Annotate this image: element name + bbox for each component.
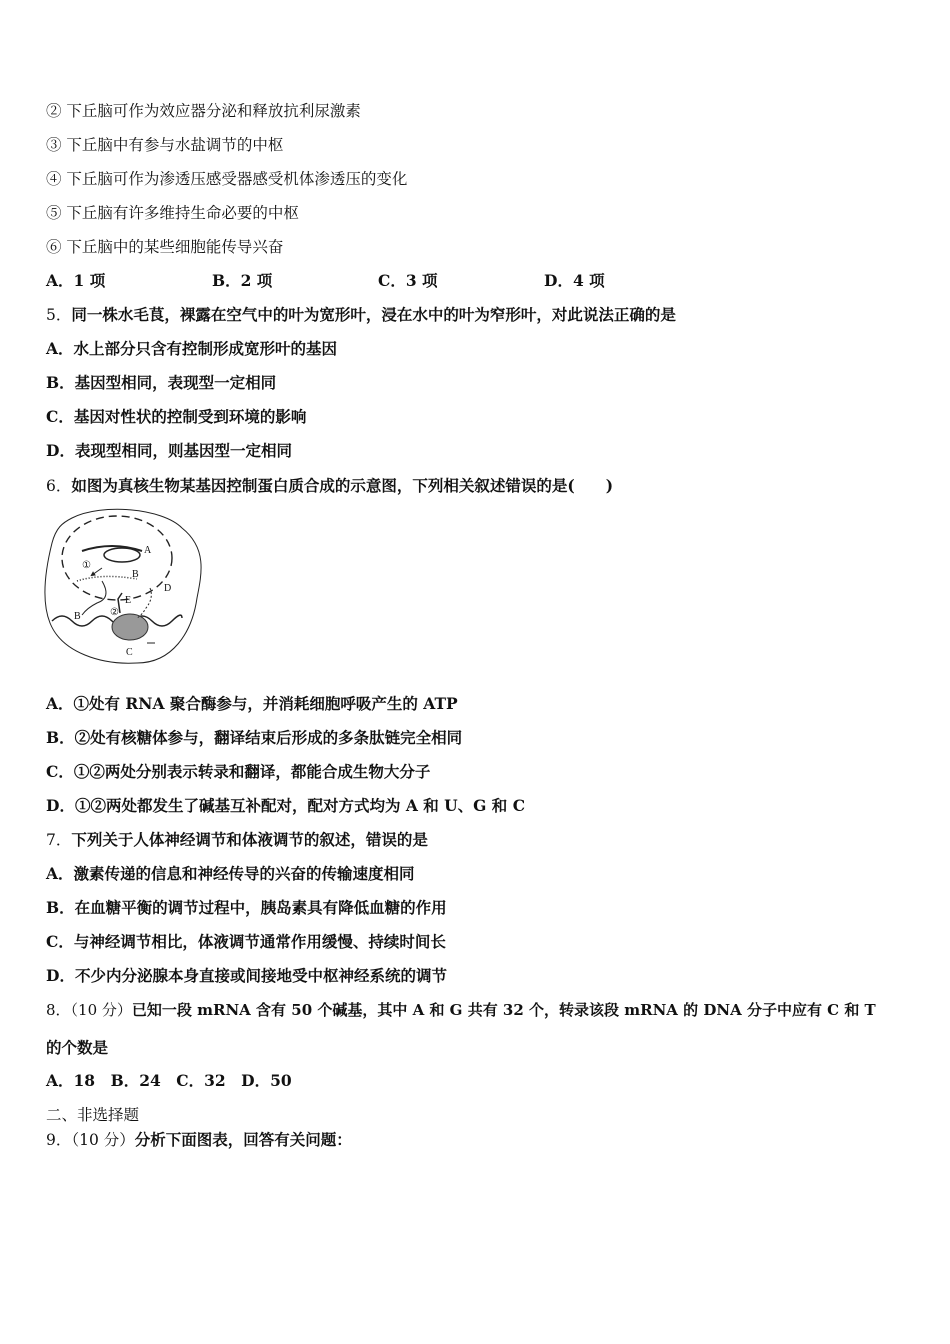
q8-options: A．18 B．24 C．32 D．50 (46, 1071, 292, 1090)
q4-item: ⑤ 下丘脑有许多维持生命必要的中枢 (46, 204, 299, 222)
option: B．基因型相同，表现型一定相同 (46, 373, 277, 392)
option: C．①②两处分别表示转录和翻译，都能合成生物大分子 (46, 762, 431, 781)
option: D．不少内分泌腺本身直接或间接地受中枢神经系统的调节 (46, 966, 447, 985)
option: A．①处有 RNA 聚合酶参与，并消耗细胞呼吸产生的 ATP (46, 694, 458, 713)
dna-bubble (104, 548, 140, 562)
question-number: 8． (46, 1001, 71, 1019)
option: B．在血糖平衡的调节过程中，胰岛素具有降低血糖的作用 (46, 898, 447, 917)
question-number: 5． (46, 306, 72, 324)
q4-item: ② 下丘脑可作为效应器分泌和释放抗利尿激素 (46, 102, 361, 120)
q7-stem (46, 830, 428, 850)
question-text: 同一株水毛茛，裸露在空气中的叶为宽形叶，浸在水中的叶为窄形叶，对此说法正确的是 (71, 305, 676, 324)
question-number: 7． (46, 831, 72, 849)
q6-stem (46, 476, 613, 496)
option: A．1 项 (46, 271, 106, 290)
option: C．3 项 (378, 271, 438, 290)
question-text: 下列关于人体神经调节和体液调节的叙述，错误的是 (71, 830, 428, 849)
section-title: 二、非选择题 (46, 1106, 140, 1124)
label-step2: ② (110, 607, 119, 618)
question-score: （10 分） (70, 1001, 132, 1019)
question-text: 分析下面图表，回答有关问题： (134, 1130, 352, 1149)
q4-item: ⑥ 下丘脑中的某些细胞能传导兴奋 (46, 238, 284, 256)
question-text: 如图为真核生物某基因控制蛋白质合成的示意图，下列相关叙述错误的是( ) (71, 476, 614, 495)
option: C．基因对性状的控制受到环境的影响 (46, 407, 307, 426)
option: A．水上部分只含有控制形成宽形叶的基因 (46, 339, 338, 358)
question-number: 6． (46, 477, 72, 495)
question-number: 9． (46, 1131, 72, 1149)
option: D．4 项 (544, 271, 605, 290)
label-b: B (132, 569, 139, 580)
option: D．表现型相同，则基因型一定相同 (46, 441, 292, 460)
nucleus-membrane (62, 516, 172, 600)
option: C．与神经调节相比，体液调节通常作用缓慢、持续时间长 (46, 932, 446, 951)
question-score: （10 分） (71, 1131, 135, 1149)
q9-stem (46, 1130, 352, 1150)
option: B．2 项 (212, 271, 273, 290)
q8-stem-continued: 的个数是 (46, 1038, 109, 1057)
label-b2: B (74, 611, 81, 622)
q5-stem (46, 305, 676, 325)
label-e: E (125, 595, 132, 606)
label-a: A (144, 545, 152, 556)
option: A．激素传递的信息和神经传导的兴奋的传输速度相同 (46, 864, 415, 883)
q4-item: ④ 下丘脑可作为渗透压感受器感受机体渗透压的变化 (46, 170, 408, 188)
question-text: 已知一段 mRNA 含有 50 个碱基，其中 A 和 G 共有 32 个，转录该段 mRNA 的 DNA 分子中应有 C 和 T (131, 1001, 876, 1019)
option: D．①②两处都发生了碱基互补配对，配对方式均为 A 和 U、G 和 C (46, 796, 526, 815)
gene-expression-diagram (42, 503, 207, 668)
q4-options (46, 271, 605, 291)
label-step1: ① (82, 560, 91, 571)
option: B．②处有核糖体参与，翻译结束后形成的多条肽链完全相同 (46, 728, 463, 747)
label-d: D (164, 583, 172, 594)
q4-item: ③ 下丘脑中有参与水盐调节的中枢 (46, 136, 284, 154)
q8-stem (46, 1000, 876, 1020)
label-c: C (126, 647, 133, 658)
